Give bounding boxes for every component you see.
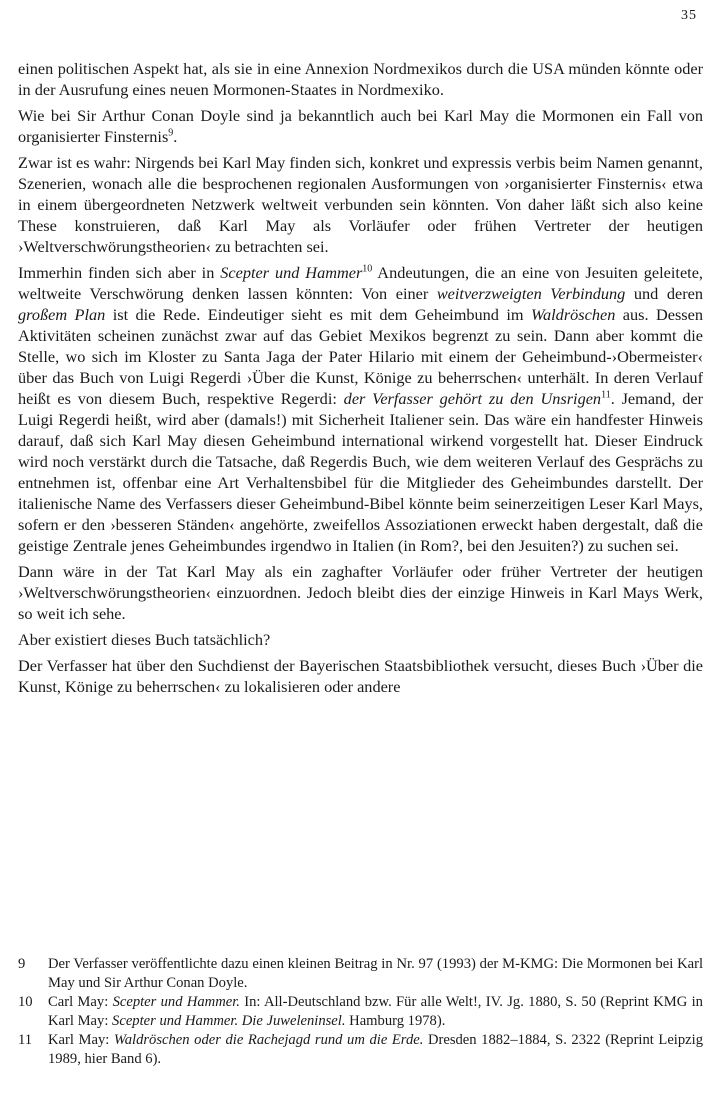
body-text (18, 58, 703, 702)
footnote-text (48, 955, 703, 993)
text-span: Andeutungen, die an eine von Jesuiten geleitete, weltweite Verschwörung denken lassen könnten: Von einer (18, 263, 704, 303)
footnote-text (48, 993, 703, 1031)
italic-title: Scepter und Hammer. Die Juweleninsel. (112, 1013, 346, 1029)
italic-title: Waldröschen oder die Rachejagd rund um die Erde. (113, 1032, 424, 1048)
footnote-ref: 11 (601, 389, 611, 401)
paragraph (18, 629, 703, 650)
text-span: Dresden 1882–1884, S. 2322 (Reprint Leipzig 1989, hier Band 6). (48, 1032, 703, 1067)
footnote (18, 955, 703, 993)
text-span: In: All-Deutschland bzw. Für alle Welt!, IV. Jg. 1880, S. 50 (Reprint KMG in Karl May: (48, 994, 703, 1029)
footnote-ref: 9 (168, 127, 174, 139)
text-span: Wie bei Sir Arthur Conan Doyle sind ja bekanntlich auch bei Karl May die Mormonen ein Fall von organisierter Finsternis (18, 106, 703, 146)
paragraph (18, 262, 703, 556)
footnote-number: 11 (18, 1032, 33, 1048)
paragraph (18, 655, 703, 697)
text-span: Karl May: (48, 1032, 114, 1048)
footnote (18, 993, 703, 1031)
page-number: 35 (681, 8, 697, 23)
text-span: . Jemand, der Luigi Regerdi heißt, wird aber (damals!) mit Sicherheit Italiener sein. Das wäre ein handfester Hinweis darauf, daß sich Karl May diesen Geheimbund international wirkend vorgestellt hat. Dieser Eindruck wird noch verstärkt durch die Tatsache, daß Regerdis Buch, wie dem weiteren Verlauf des Gesprächs zu entnehmen ist, offenbar eine Art Verhaltensbibel für die Mitglieder des Geheimbundes darstellt. Der italienische Name des Verfassers dieser Geheimbund-Bibel könnte beim seinerzeitigen Leser Karl Mays, sofern er den ›besseren Ständen‹ angehörte, zweifellos Assoziationen erweckt haben dergestalt, daß die geistige Zentrale jenes Geheimbundes irgendwo in Italien (in Rom?, bei den Jesuiten?) zu suchen sei. (18, 389, 703, 555)
footnote-number: 9 (18, 956, 26, 972)
text-span: Zwar ist es wahr: Nirgends bei Karl May finden sich, konkret und expressis verbis beim Namen genannt, Szenerien, wonach alle die besprochenen regionalen Ausformungen von ›organisierter Finsternis‹ etwa in einem übergeordneten Netzwerk weltweit verbunden sein könnten. Von daher läßt sich also keine These konstruieren, daß Karl May als Vorläufer oder frühen Vertreter der heutigen ›Weltverschwörungstheorien‹ zu betrachten sei. (18, 153, 703, 256)
footnotes (18, 955, 703, 1069)
text-span: Hamburg 1978). (345, 1013, 446, 1029)
italic-quote: weitverzweigten Verbindung (436, 284, 626, 303)
italic-quote: großem Plan (18, 305, 106, 324)
paragraph (18, 561, 703, 624)
text-span: aus. Dessen Aktivitäten scheinen zunächst zwar auf das Gebiet Mexikos begrenzt zu sein. Dann aber kommt die Stelle, wo sich im Kloster zu Santa Jaga der Pater Hilario mit einem der Geheimbund-›Obermeister‹ über das Buch von Luigi Regerdi ›Über die Kunst, Könige zu beherrschen‹ unterhält. In deren Verlauf heißt es von diesem Buch, respektive Regerdi: (18, 305, 703, 408)
text-span: Der Verfasser hat über den Suchdienst der Bayerischen Staatsbibliothek versucht, dieses Buch ›Über die Kunst, Könige zu beherrschen‹ zu lokalisieren oder andere (18, 656, 703, 696)
footnote-number: 10 (18, 994, 33, 1010)
text-span: Immerhin finden sich aber in (18, 263, 221, 282)
text-span: und deren (625, 284, 703, 303)
italic-title: Scepter und Hammer. (112, 994, 240, 1010)
italic-title: Scepter und Hammer (220, 263, 363, 282)
text-span: einen politischen Aspekt hat, als sie in eine Annexion Nordmexikos durch die USA münden könnte oder in der Ausrufung eines neuen Mormonen-Staates in Nordmexiko. (18, 59, 703, 99)
text-span: Carl May: (48, 994, 113, 1010)
italic-title: Waldröschen (530, 305, 616, 324)
text-span: . (173, 127, 178, 146)
footnote (18, 1031, 703, 1069)
footnote-text (48, 1031, 703, 1069)
text-span: Aber existiert dieses Buch tatsächlich? (18, 630, 271, 649)
text-span: Der Verfasser veröffentlichte dazu einen kleinen Beitrag in Nr. 97 (1993) der M-KMG: Die Mormonen bei Karl May und Sir Arthur Conan Doyle. (48, 956, 703, 991)
paragraph (18, 152, 703, 257)
italic-quote: der Verfasser gehört zu den Unsrigen (343, 389, 602, 408)
text-span: Dann wäre in der Tat Karl May als ein zaghafter Vorläufer oder früher Vertreter der heutigen ›Weltverschwörungstheorien‹ einzuordnen. Jedoch bleibt dies der einzige Hinweis in Karl Mays Werk, so weit ich sehe. (18, 562, 703, 623)
paragraph (18, 58, 703, 100)
paragraph (18, 105, 703, 147)
footnote-ref: 10 (362, 263, 373, 275)
text-span: ist die Rede. Eindeutiger sieht es mit dem Geheimbund im (105, 305, 531, 324)
